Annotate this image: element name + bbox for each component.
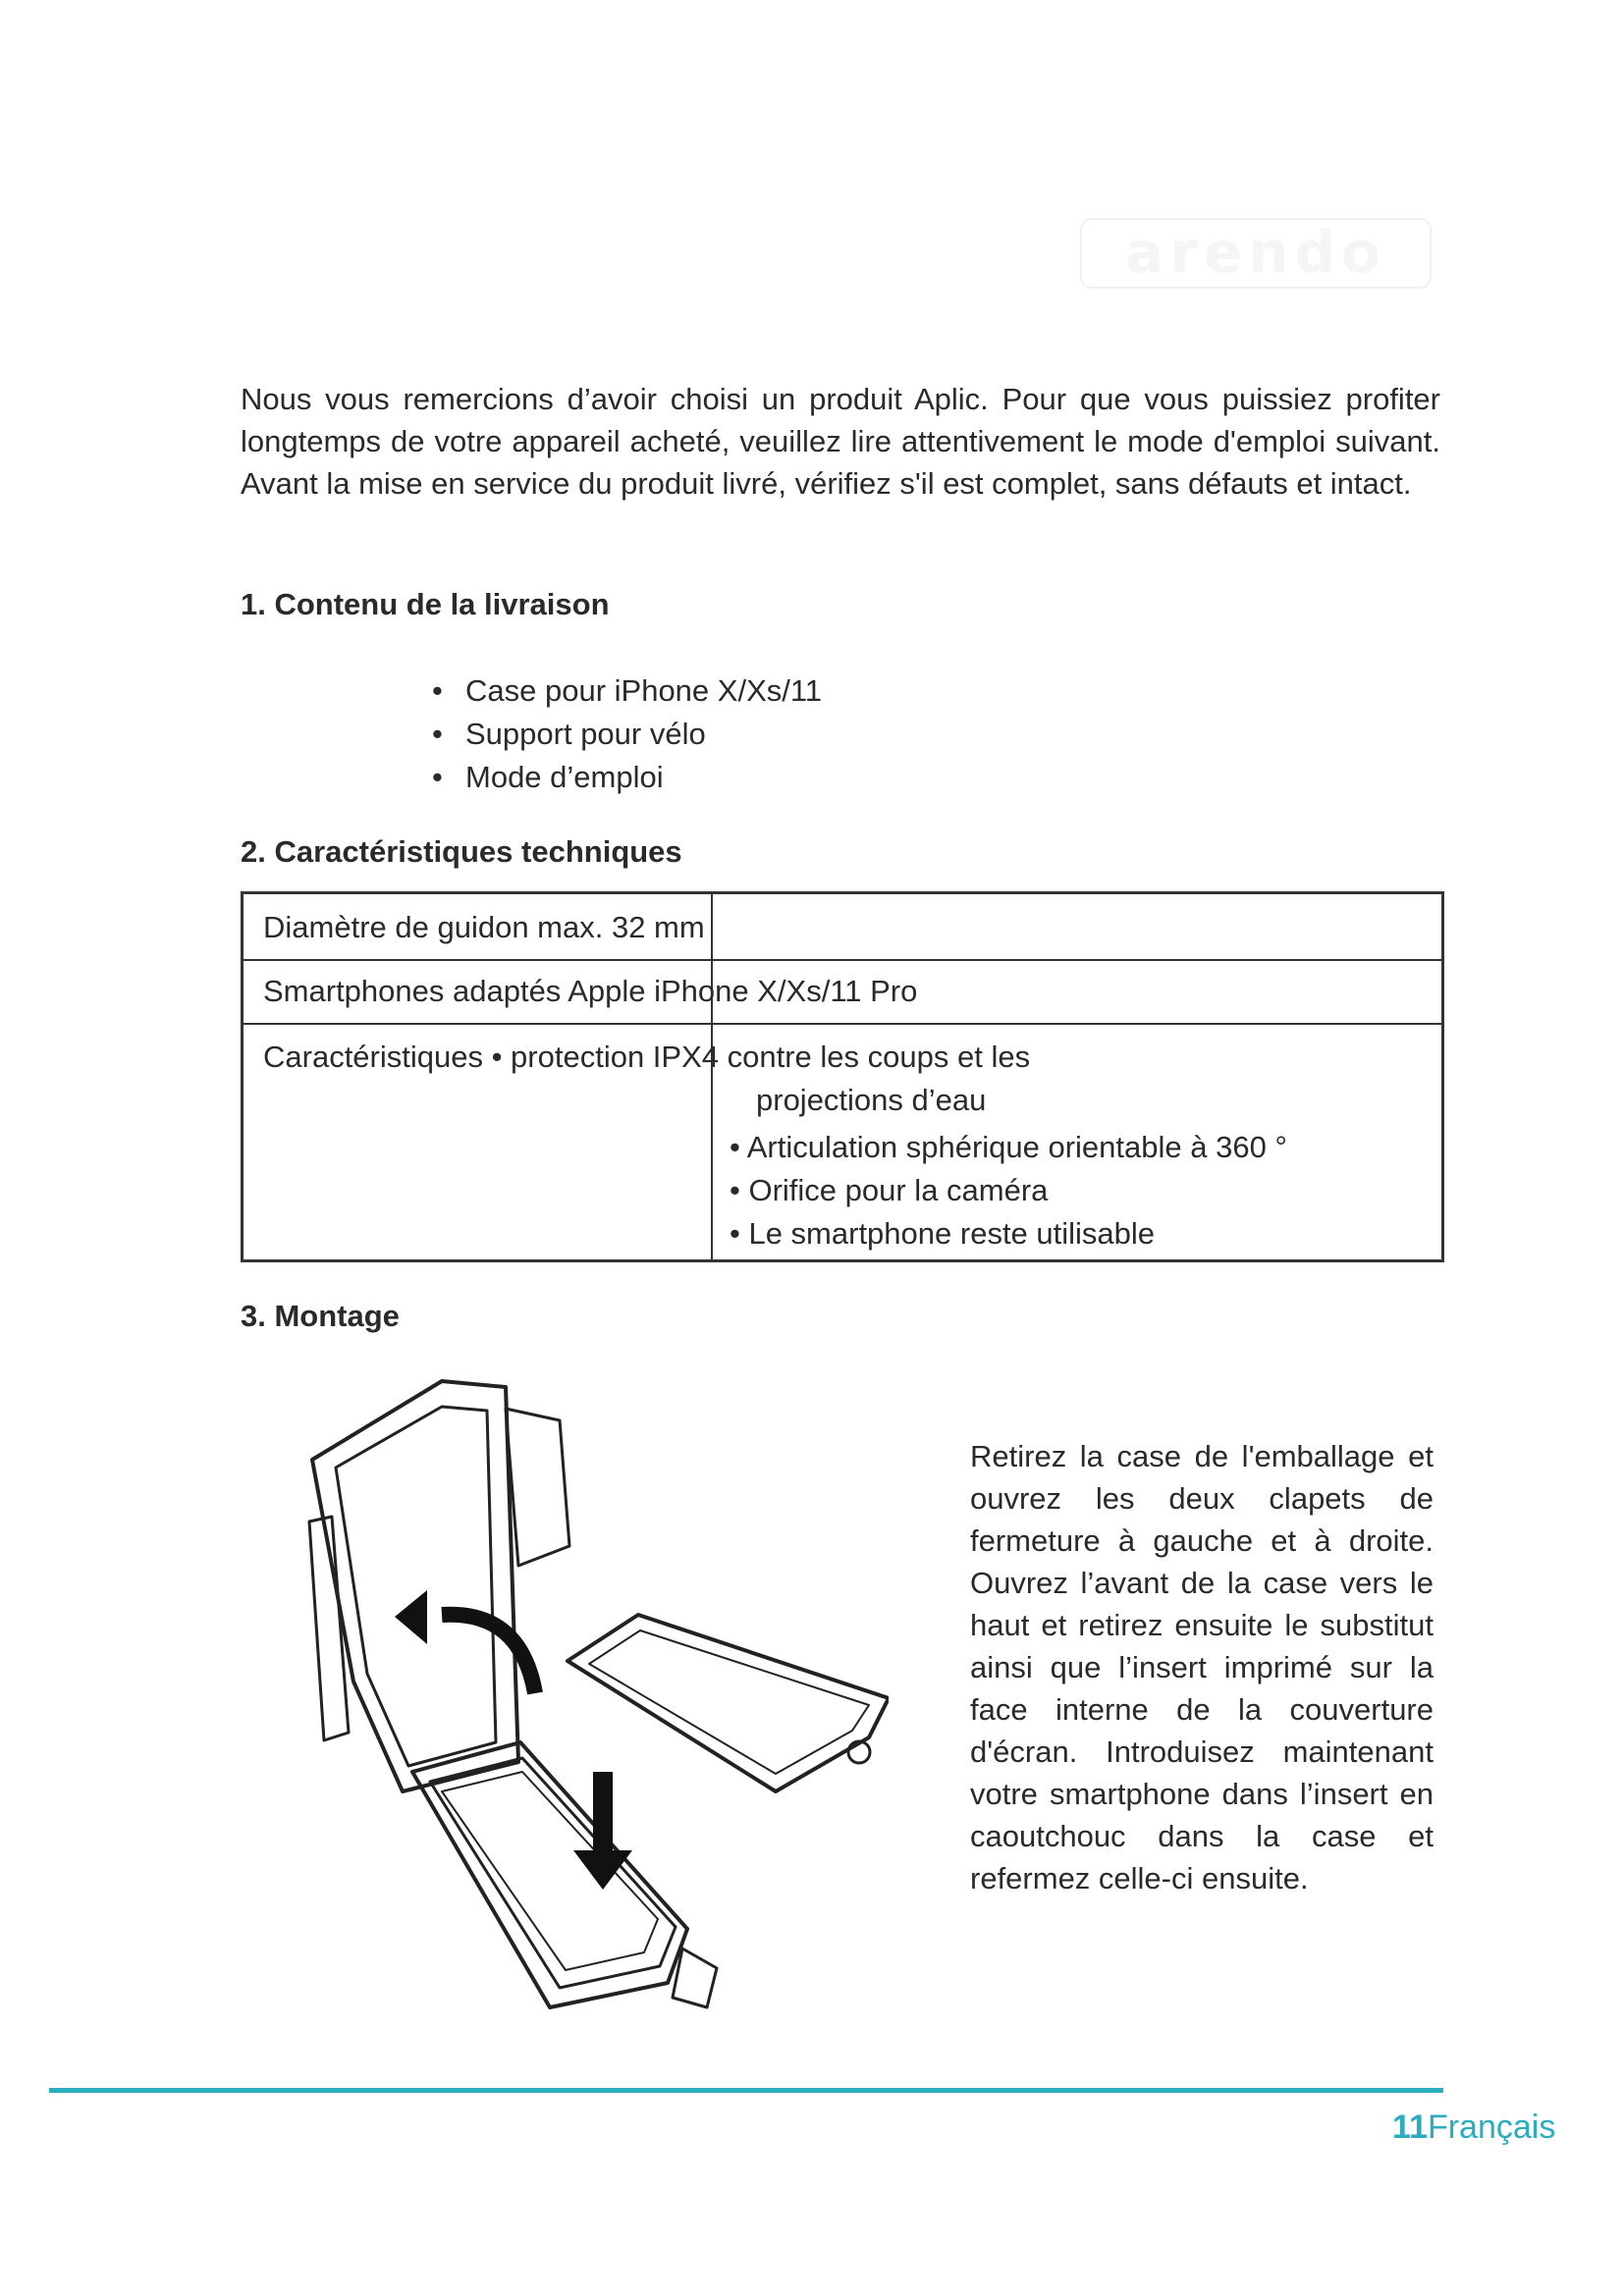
list-item: • Le smartphone reste utilisable xyxy=(730,1216,1156,1251)
specs-table xyxy=(241,891,1444,1262)
assembly-instructions: Retirez la case de l'emballage et ouvrez les deux clapets de fermeture à gauche et à droite. Ouvrez l’avant de la case vers le haut et retirez ensuite le substitut ainsi que l’insert imprimé sur la face interne de la couverture d'écran. Introduisez maintenant votre smartphone dans l’insert en caoutchouc dans la case et refermez celle-ci ensuite. xyxy=(970,1439,1434,1896)
section-heading-assembly: 3. Montage xyxy=(241,1299,400,1333)
spec-row-smartphones: Smartphones adaptés Apple iPhone X/Xs/11 Pro xyxy=(263,974,918,1008)
list-item: • Case pour iPhone X/Xs/11 xyxy=(432,669,822,713)
list-item: • Orifice pour la caméra xyxy=(730,1173,1049,1207)
spec-row-features-cont: projections d’eau xyxy=(756,1083,987,1117)
case-assembly-illustration xyxy=(295,1369,889,2022)
spec-row-features: Caractéristiques • protection IPX4 contre les coups et les xyxy=(263,1040,1031,1074)
intro-paragraph: Nous vous remercions d’avoir choisi un produit Aplic. Pour que vous puissiez profiter longtemps de votre appareil acheté, veuillez lire attentivement le mode d'emploi suivant. Avant la mise en service du produit livré, vérifiez s'il est complet, sans défauts et intact. xyxy=(241,382,1440,501)
brand-logo-watermark: arendo xyxy=(1080,218,1432,289)
delivery-contents-list xyxy=(432,669,822,799)
list-item: • Articulation sphérique orientable à 360 ° xyxy=(730,1130,1287,1164)
section-heading-specs: 2. Caractéristiques techniques xyxy=(241,834,682,869)
table-divider xyxy=(244,959,1441,961)
table-divider xyxy=(711,894,713,1259)
page-footer xyxy=(1392,2109,1555,2147)
list-item: • Support pour vélo xyxy=(432,713,822,756)
footer-divider xyxy=(49,2088,1443,2093)
spec-row-handlebar: Diamètre de guidon max. 32 mm xyxy=(263,910,705,944)
list-item: • Mode d’emploi xyxy=(432,756,822,799)
table-divider xyxy=(244,1023,1441,1025)
page-language: Français xyxy=(1427,2109,1556,2146)
section-heading-contents: 1. Contenu de la livraison xyxy=(241,587,610,621)
page-number: 11 xyxy=(1392,2109,1428,2146)
features-list xyxy=(730,1126,1287,1255)
